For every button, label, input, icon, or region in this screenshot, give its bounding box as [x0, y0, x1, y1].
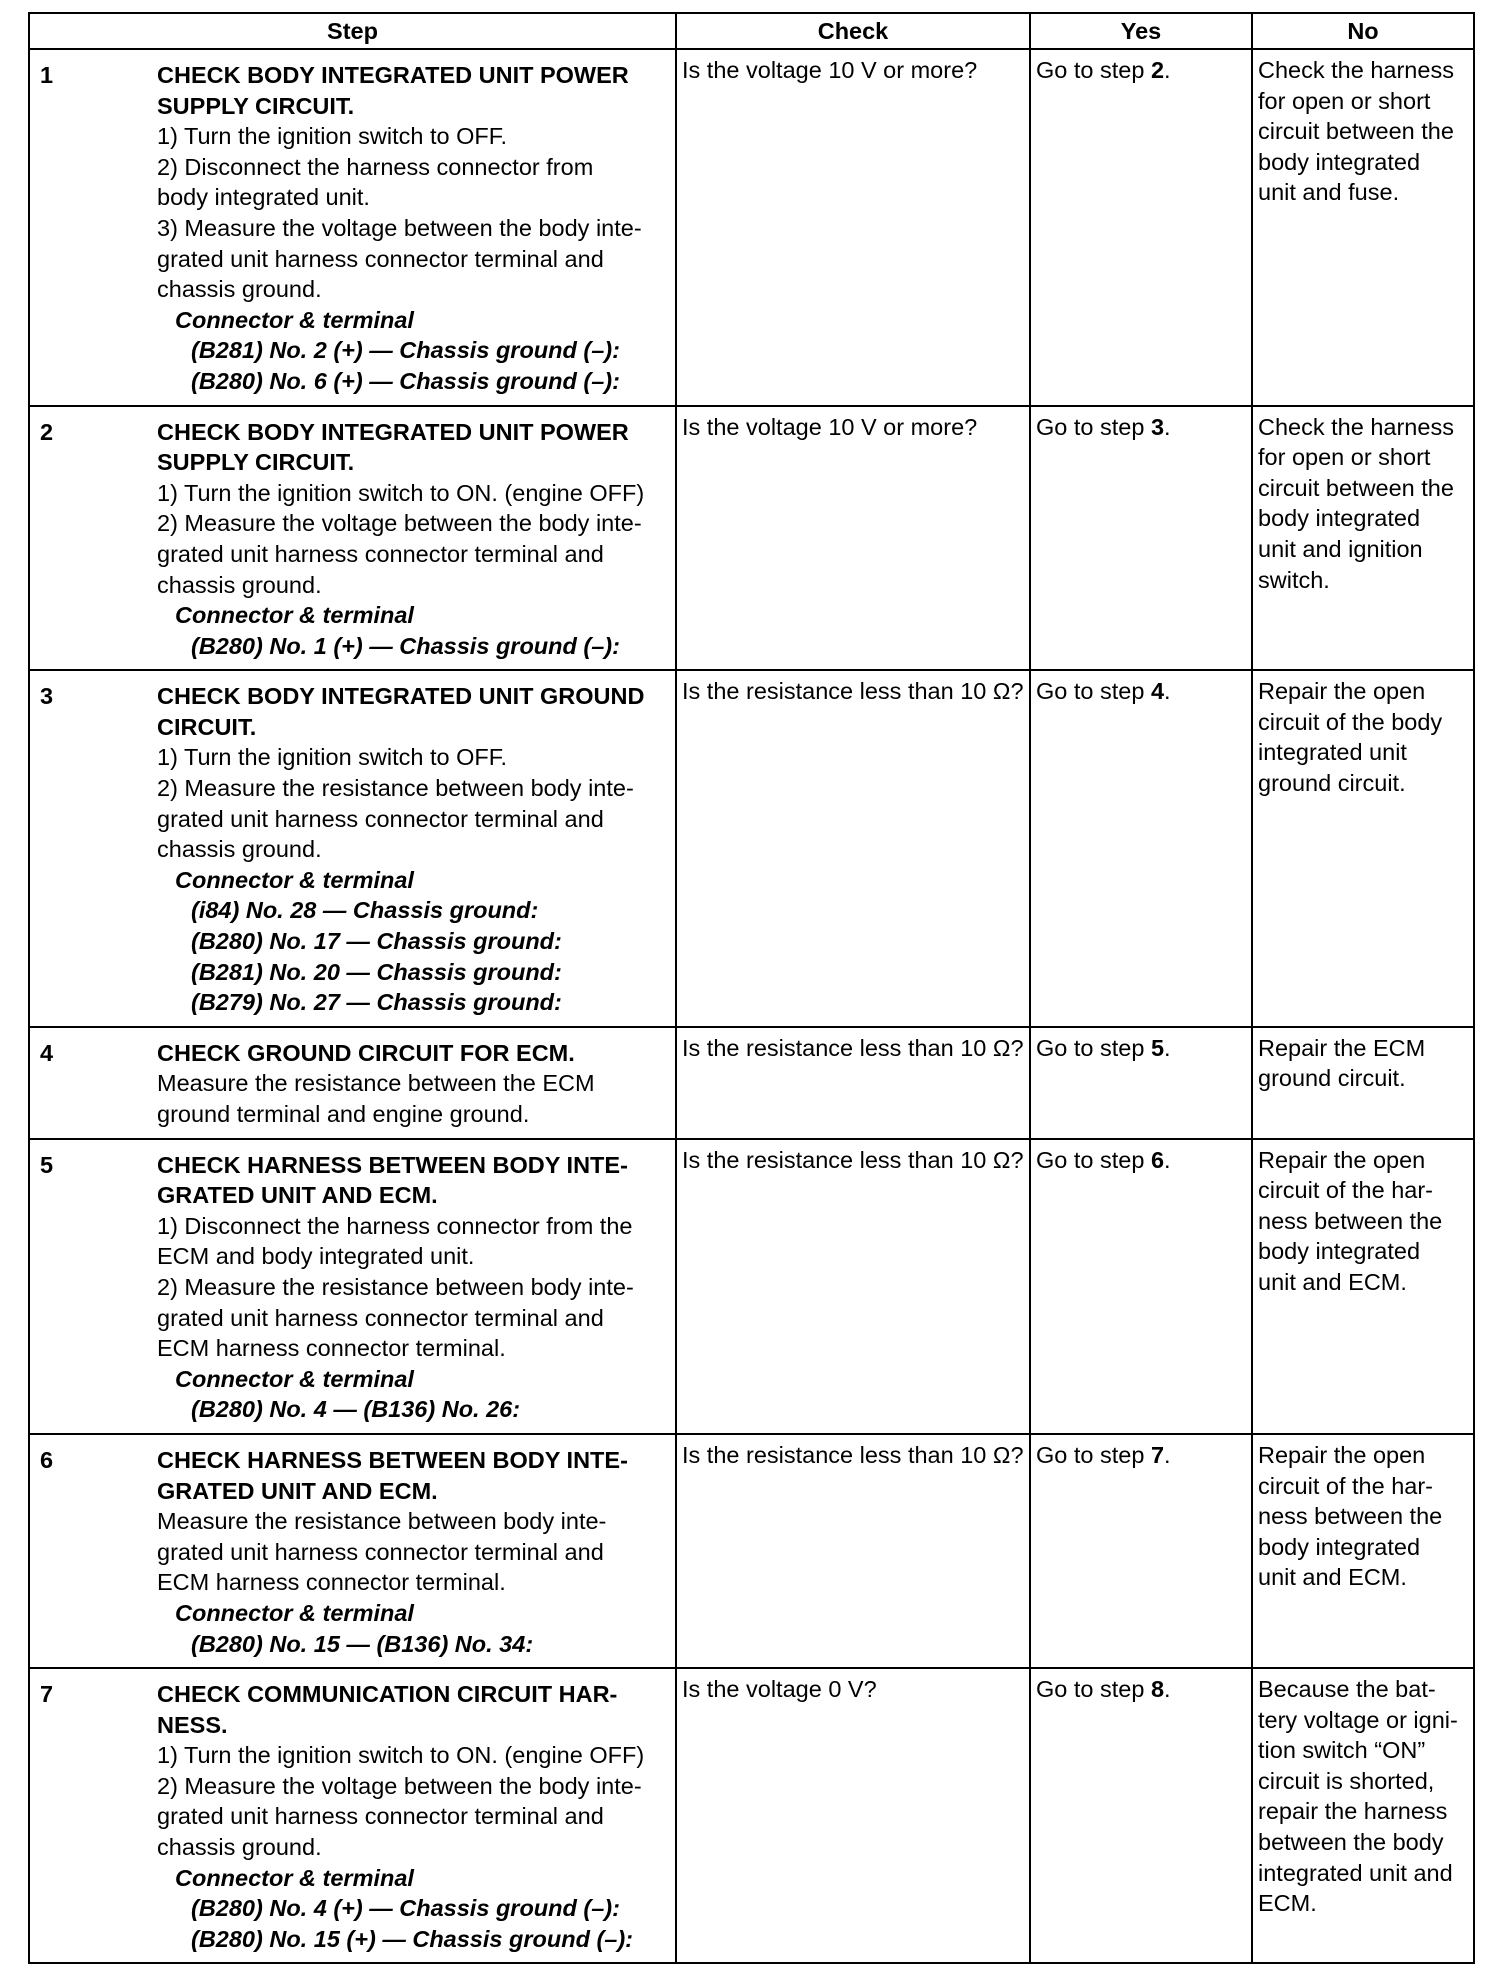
- no-text-line: ECM.: [1258, 1890, 1317, 1917]
- yes-cell: [1030, 1434, 1252, 1668]
- connector-terminal: (B281) No. 2 (+) — Chassis ground (–):: [191, 337, 620, 364]
- connector-label: Connector & terminal: [175, 602, 414, 629]
- step-body: [157, 1679, 665, 1954]
- no-text-line: Check the harness: [1258, 413, 1454, 440]
- no-text-line: for open or short: [1258, 444, 1431, 471]
- step-content: [35, 1440, 670, 1663]
- step-number: 6: [40, 1446, 54, 1473]
- yes-text: Go to step: [1036, 57, 1151, 83]
- header-no: No: [1252, 13, 1474, 49]
- step-title-line: NESS.: [157, 1711, 228, 1738]
- no-text-line: Repair the open: [1258, 678, 1426, 705]
- check-cell: Is the voltage 10 V or more?: [676, 406, 1030, 671]
- step-title-line: CHECK COMMUNICATION CIRCUIT HAR-: [157, 1681, 618, 1708]
- table-row: [29, 406, 1474, 671]
- no-text-line: Repair the open: [1258, 1441, 1426, 1468]
- connector-terminal: (B279) No. 27 — Chassis ground:: [191, 989, 562, 1016]
- step-number: 3: [40, 683, 54, 710]
- step-instruction-line: ECM harness connector terminal.: [157, 1569, 506, 1596]
- no-text-line: Because the bat-: [1258, 1676, 1436, 1703]
- no-text-line: repair the harness: [1258, 1798, 1448, 1825]
- header-row: [29, 13, 1474, 49]
- check-cell: Is the resistance less than 10 Ω?: [676, 670, 1030, 1027]
- step-title-line: SUPPLY CIRCUIT.: [157, 92, 355, 119]
- yes-text: Go to step: [1036, 1441, 1151, 1468]
- step-instruction-line: chassis ground.: [157, 276, 322, 303]
- step-number: 7: [40, 1681, 54, 1708]
- connector-terminal: (B280) No. 17 — Chassis ground:: [191, 928, 562, 955]
- step-instruction-line: ECM and body integrated unit.: [157, 1243, 475, 1270]
- yes-cell: [1030, 49, 1252, 406]
- connector-label: Connector & terminal: [175, 866, 414, 893]
- yes-step-number: 5: [1150, 1034, 1165, 1061]
- step-instruction-line: 2) Measure the voltage between the body inte-: [157, 1772, 642, 1799]
- step-body: [157, 1445, 665, 1659]
- header-yes: Yes: [1030, 13, 1252, 49]
- step-cell: [29, 49, 676, 406]
- step-instruction-line: grated unit harness connector terminal and: [157, 540, 604, 567]
- step-instruction-line: 1) Turn the ignition switch to ON. (engine OFF): [157, 1742, 645, 1769]
- yes-step-number: 6: [1150, 1146, 1165, 1173]
- yes-step-number: 8: [1150, 1676, 1165, 1703]
- yes-cell: [1030, 1668, 1252, 1963]
- step-instruction-line: grated unit harness connector terminal and: [157, 1803, 604, 1830]
- check-cell: Is the voltage 10 V or more?: [676, 49, 1030, 406]
- step-instruction-line: 1) Turn the ignition switch to ON. (engine OFF): [157, 479, 645, 506]
- yes-step-number: 4: [1150, 678, 1165, 705]
- no-text-line: switch.: [1258, 566, 1330, 593]
- no-text-line: ground circuit.: [1258, 1065, 1406, 1092]
- check-cell: Is the resistance less than 10 Ω?: [676, 1434, 1030, 1668]
- yes-cell: [1030, 670, 1252, 1027]
- no-text-line: integrated unit: [1258, 739, 1407, 766]
- no-text-line: circuit is shorted,: [1258, 1767, 1435, 1794]
- step-instruction-line: grated unit harness connector terminal and: [157, 805, 604, 832]
- yes-cell: [1030, 1139, 1252, 1434]
- step-cell: [29, 1434, 676, 1668]
- yes-period: .: [1164, 413, 1171, 440]
- connector-terminal: (B280) No. 4 (+) — Chassis ground (–):: [191, 1895, 620, 1922]
- step-title-line: CHECK BODY INTEGRATED UNIT POWER: [157, 418, 629, 445]
- step-title-line: GRATED UNIT AND ECM.: [157, 1477, 438, 1504]
- step-title-line: CHECK HARNESS BETWEEN BODY INTE-: [157, 1446, 628, 1473]
- no-text-line: ness between the: [1258, 1207, 1443, 1234]
- step-title-line: CHECK BODY INTEGRATED UNIT GROUND: [157, 683, 645, 710]
- no-text-line: circuit between the: [1258, 118, 1454, 145]
- no-text-line: tion switch “ON”: [1258, 1737, 1426, 1764]
- no-text-line: body integrated: [1258, 148, 1421, 175]
- header-check: Check: [676, 13, 1030, 49]
- step-instruction-line: 2) Measure the resistance between body inte-: [157, 1273, 634, 1300]
- step-title-line: CHECK GROUND CIRCUIT FOR ECM.: [157, 1039, 575, 1066]
- yes-cell: [1030, 1027, 1252, 1139]
- yes-cell: [1030, 406, 1252, 671]
- step-instruction-line: Measure the resistance between body inte-: [157, 1508, 607, 1535]
- yes-text: Go to step: [1036, 1146, 1151, 1173]
- no-cell: [1252, 49, 1474, 406]
- no-text-line: unit and ECM.: [1258, 1268, 1407, 1295]
- yes-text: Go to step: [1036, 678, 1151, 705]
- step-body: [157, 60, 665, 397]
- step-title-line: SUPPLY CIRCUIT.: [157, 449, 355, 476]
- connector-label: Connector & terminal: [175, 1599, 414, 1626]
- yes-period: .: [1164, 1034, 1171, 1061]
- step-body: [157, 1150, 665, 1425]
- step-instruction-line: 1) Disconnect the harness connector from the: [157, 1212, 633, 1239]
- table-row: [29, 49, 1474, 406]
- diagnostic-table: [28, 12, 1475, 1964]
- step-cell: [29, 1668, 676, 1963]
- connector-terminal: (B280) No. 6 (+) — Chassis ground (–):: [191, 367, 620, 394]
- connector-terminal: (i84) No. 28 — Chassis ground:: [191, 897, 539, 924]
- no-text-line: body integrated: [1258, 1238, 1421, 1265]
- no-cell: [1252, 1139, 1474, 1434]
- no-cell: [1252, 670, 1474, 1027]
- no-text-line: tery voltage or igni-: [1258, 1706, 1458, 1733]
- connector-terminal: (B280) No. 4 — (B136) No. 26:: [191, 1396, 521, 1423]
- connector-terminal: (B280) No. 15 (+) — Chassis ground (–):: [191, 1925, 634, 1952]
- yes-period: .: [1164, 678, 1171, 705]
- yes-text: Go to step: [1036, 1034, 1151, 1061]
- step-content: [35, 412, 670, 666]
- no-text-line: Repair the ECM: [1258, 1034, 1426, 1061]
- no-text-line: integrated unit and: [1258, 1859, 1453, 1886]
- step-title-line: CIRCUIT.: [157, 713, 257, 740]
- no-text-line: between the body: [1258, 1829, 1444, 1856]
- yes-text: Go to step: [1036, 413, 1151, 440]
- step-instruction-line: 2) Measure the resistance between body inte-: [157, 775, 634, 802]
- step-title-line: GRATED UNIT AND ECM.: [157, 1182, 438, 1209]
- no-cell: [1252, 1027, 1474, 1139]
- no-cell: [1252, 406, 1474, 671]
- step-number: 4: [40, 1039, 54, 1066]
- step-number: 2: [40, 418, 54, 445]
- no-text-line: body integrated: [1258, 505, 1421, 532]
- connector-terminal: (B280) No. 15 — (B136) No. 34:: [191, 1630, 534, 1657]
- yes-period: .: [1164, 1146, 1171, 1173]
- no-cell: [1252, 1668, 1474, 1963]
- table-row: [29, 1668, 1474, 1963]
- step-instruction-line: 3) Measure the voltage between the body inte-: [157, 214, 642, 241]
- no-text-line: circuit between the: [1258, 474, 1454, 501]
- step-cell: [29, 406, 676, 671]
- step-instruction-line: grated unit harness connector terminal and: [157, 1538, 604, 1565]
- no-cell: [1252, 1434, 1474, 1668]
- table-row: [29, 1027, 1474, 1139]
- step-instruction-line: chassis ground.: [157, 1834, 322, 1861]
- step-instruction-line: ECM harness connector terminal.: [157, 1335, 506, 1362]
- connector-label: Connector & terminal: [175, 1365, 414, 1392]
- step-instruction-line: body integrated unit.: [157, 184, 370, 211]
- step-title-line: CHECK BODY INTEGRATED UNIT POWER: [157, 62, 629, 88]
- yes-step-number: 3: [1150, 413, 1165, 440]
- step-instruction-line: 1) Turn the ignition switch to OFF.: [157, 744, 508, 771]
- no-text-line: Check the harness: [1258, 57, 1454, 83]
- no-text-line: unit and ECM.: [1258, 1564, 1407, 1591]
- no-text-line: ground circuit.: [1258, 770, 1406, 797]
- no-text-line: ness between the: [1258, 1503, 1443, 1530]
- connector-label: Connector & terminal: [175, 306, 414, 333]
- no-text-line: circuit of the har-: [1258, 1177, 1434, 1204]
- yes-text: Go to step: [1036, 1676, 1151, 1703]
- yes-step-number: 2: [1150, 57, 1165, 83]
- check-cell: Is the resistance less than 10 Ω?: [676, 1027, 1030, 1139]
- step-content: [35, 1145, 670, 1429]
- step-instruction-line: grated unit harness connector terminal and: [157, 1304, 604, 1331]
- step-instruction-line: 1) Turn the ignition switch to OFF.: [157, 123, 508, 150]
- no-text-line: circuit of the body: [1258, 708, 1443, 735]
- connector-terminal: (B281) No. 20 — Chassis ground:: [191, 958, 562, 985]
- step-body: [157, 417, 665, 662]
- step-content: [35, 1033, 670, 1134]
- step-body: [157, 1038, 665, 1130]
- step-number: 5: [40, 1151, 54, 1178]
- step-content: [35, 55, 670, 401]
- step-title-line: CHECK HARNESS BETWEEN BODY INTE-: [157, 1151, 628, 1178]
- step-cell: [29, 1139, 676, 1434]
- no-text-line: body integrated: [1258, 1533, 1421, 1560]
- step-instruction-line: grated unit harness connector terminal and: [157, 245, 604, 272]
- table-row: [29, 1139, 1474, 1434]
- step-content: [35, 676, 670, 1022]
- step-cell: [29, 1027, 676, 1139]
- yes-period: .: [1164, 1676, 1171, 1703]
- step-instruction-line: 2) Disconnect the harness connector from: [157, 153, 594, 180]
- yes-period: .: [1164, 57, 1171, 83]
- no-text-line: Repair the open: [1258, 1146, 1426, 1173]
- no-text-line: circuit of the har-: [1258, 1472, 1434, 1499]
- no-text-line: unit and fuse.: [1258, 179, 1400, 206]
- check-cell: Is the voltage 0 V?: [676, 1668, 1030, 1963]
- step-instruction-line: 2) Measure the voltage between the body inte-: [157, 510, 642, 537]
- header-step: Step: [29, 13, 676, 49]
- yes-step-number: 7: [1150, 1441, 1165, 1468]
- no-text-line: unit and ignition: [1258, 535, 1423, 562]
- connector-label: Connector & terminal: [175, 1864, 414, 1891]
- step-cell: [29, 670, 676, 1027]
- step-instruction-line: ground terminal and engine ground.: [157, 1101, 530, 1127]
- table-row: [29, 670, 1474, 1027]
- step-instruction-line: chassis ground.: [157, 571, 322, 598]
- step-instruction-line: Measure the resistance between the ECM: [157, 1070, 595, 1097]
- connector-terminal: (B280) No. 1 (+) — Chassis ground (–):: [191, 632, 620, 659]
- no-text-line: for open or short: [1258, 87, 1431, 114]
- yes-period: .: [1164, 1441, 1171, 1468]
- step-content: [35, 1674, 670, 1958]
- check-cell: Is the resistance less than 10 Ω?: [676, 1139, 1030, 1434]
- step-body: [157, 681, 665, 1018]
- step-number: 1: [40, 62, 54, 88]
- table-row: [29, 1434, 1474, 1668]
- step-instruction-line: chassis ground.: [157, 836, 322, 863]
